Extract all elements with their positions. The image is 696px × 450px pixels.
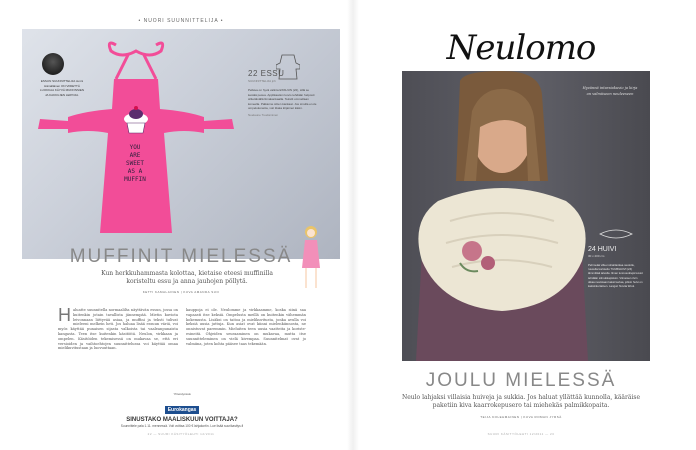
model-illustration	[402, 71, 650, 361]
apron-illustration	[36, 37, 236, 237]
article-title-right: JOULU MIELESSÄ	[425, 370, 617, 391]
photo-quote: Hyvännä intarsiakuvio ja kirja on valmiiseen neuleeseen	[582, 86, 638, 96]
apron-print-text: YOU ARE SWEET AS A MUFFIN	[124, 144, 146, 183]
section-label: • NUORI SUUNNITTELIJA •	[138, 18, 224, 24]
article-lead: Kun herkkuhammasta kolottaa, kietaise eteesi muffinilla koristeltu essu ja anna jauhojen pöllytä.	[101, 270, 273, 285]
item-number-title: 22 ESSU	[248, 69, 285, 78]
drop-cap: H	[58, 305, 71, 325]
item-description: Pellava on hyvä valinta ESSUUN (22), sillä se kestää pesua. Applikaation kuvio tehdään helposti silitettävällä liimakankaalla. Tekstit ommellaan koneella. Palkanne sitten kankaat. Jos sinulla ei ole ompelukonetta, voit tikata kirjaimet käsin.	[248, 88, 317, 111]
promo-partner-label: Yhteistyössä	[173, 392, 191, 396]
page-gutter	[347, 0, 359, 450]
page-folio-right: SUURI KÄSITYÖLEHTI 12/2011 — 23	[487, 432, 555, 436]
promo-text: Suunnittele pala 1.11. mennessä. Voit voittaa 100 € lahjakortin. Lue lisää suurikasitys.fi	[120, 424, 244, 428]
scarf-description: Pehmeää villa-mohairlankaa neulottu, ruusulla koristeltu TUUBIHUIVI (24) lämmittää talvella. Ilman tunnusvärejä kuviot tehdään silmukkapistoin. Viimeisen rivin olkaa neulotaan kaksi kertaa, jolloin huivi on kaksinkertainen. Langat: Novita Wool.	[588, 263, 643, 289]
scarf-photo	[402, 71, 650, 361]
article-lead-right: Neulo lahjaksi villaisia huiveja ja sukkia. Jos haluat yllättää kunnolla, kääräise paketiin kiva kaarrokepusero tai miehekäs palmikkopaita.	[401, 394, 641, 409]
scarf-size: 30 x 200 cm	[588, 254, 605, 258]
contest-promo	[58, 392, 306, 429]
masthead: Neulomo	[446, 28, 596, 68]
article-credit-right: TEIJA KOLEHMAINEN | KUVA ROMAN JYRSÄ	[480, 415, 562, 419]
body-column-2: kauppoja ei ole. Neulomme ja virkkaamme, koska siinä saa vapaasti itse keksiä. Ompelusta meillä on kuitenkin vähemmän kokemusta. Lisäksi on taitoa ja mielikuvitusta, jonka avulla voi keksiä uusia juttuja. Kun asiat ovat kiinni mielenkiinnosta, ne onnistuvat paremmin. Mieluiten teen uusia vaatteita ja koriste-esineitä. Ohjeiden seuraaminen on mukavaa, mutta itse suunnitteleminen on vielä kivempaa. Suunnitelmat ovat jo valmiina, joten kohta pääsee taas tekemään.	[186, 308, 306, 346]
designer-avatar	[42, 53, 64, 75]
scarf-info	[588, 246, 644, 288]
promo-title: SINUSTAKO MAALISKUUN VOITTAJA?	[126, 417, 238, 423]
item-signature: Noelaune Tuudaminen	[248, 112, 279, 117]
right-page	[366, 14, 676, 440]
body-column-1	[58, 305, 178, 351]
apron-info	[248, 69, 318, 117]
article-title: MUFFINIT MIELESSÄ	[69, 246, 293, 267]
scarf-sketch-icon	[598, 226, 634, 242]
apron-photo	[22, 29, 340, 259]
designer-caption: ESSUN SUUNNITTELIJA Jenni Hämäläinen ON VIIDETTÄ LUOKKAA KÄYVÄ MUFFINSIEN JA KAKKUJEN LEIPOJA.	[39, 79, 84, 97]
left-page	[22, 14, 340, 440]
scarf-item-title: 24 HUIVI	[588, 246, 617, 253]
page-folio-left: 22 — SUURI KÄSITYÖLEHTI 12/2011	[147, 432, 215, 436]
item-subtitle: SUUNNITTELIJA jnh	[248, 79, 276, 83]
eurokangas-logo: Eurokangas	[165, 406, 200, 414]
article-credit: KETTI KAMALAINEN | KUVA AMANDA SUO	[142, 290, 220, 294]
article-body	[58, 305, 306, 351]
body-column-1-text: aluatte suunnitella normaalilta näyttävän essun, jossa on kuitenkin jotain tavallista jännempää. Mietin kuviota leivonnaan liittyvää asiaa, ja muffini ja teksti tulivat mieleeni melkein heti. Jos haluaa lisää essuun väriä, voi myös käyttää punaisen sijasta valkoista tai vaaleanpunaista kangasta. Teen itse kuitenkin käsitöitä. Neulon, virkkaan ja ompelen. Käsitöiden tekemisessä on mukavaa se, että eri versioiden ja vaihtoehtojen suunnittelussa voi käyttää omaa mielikuvitustaan ja luovuuttaan.	[58, 308, 178, 351]
